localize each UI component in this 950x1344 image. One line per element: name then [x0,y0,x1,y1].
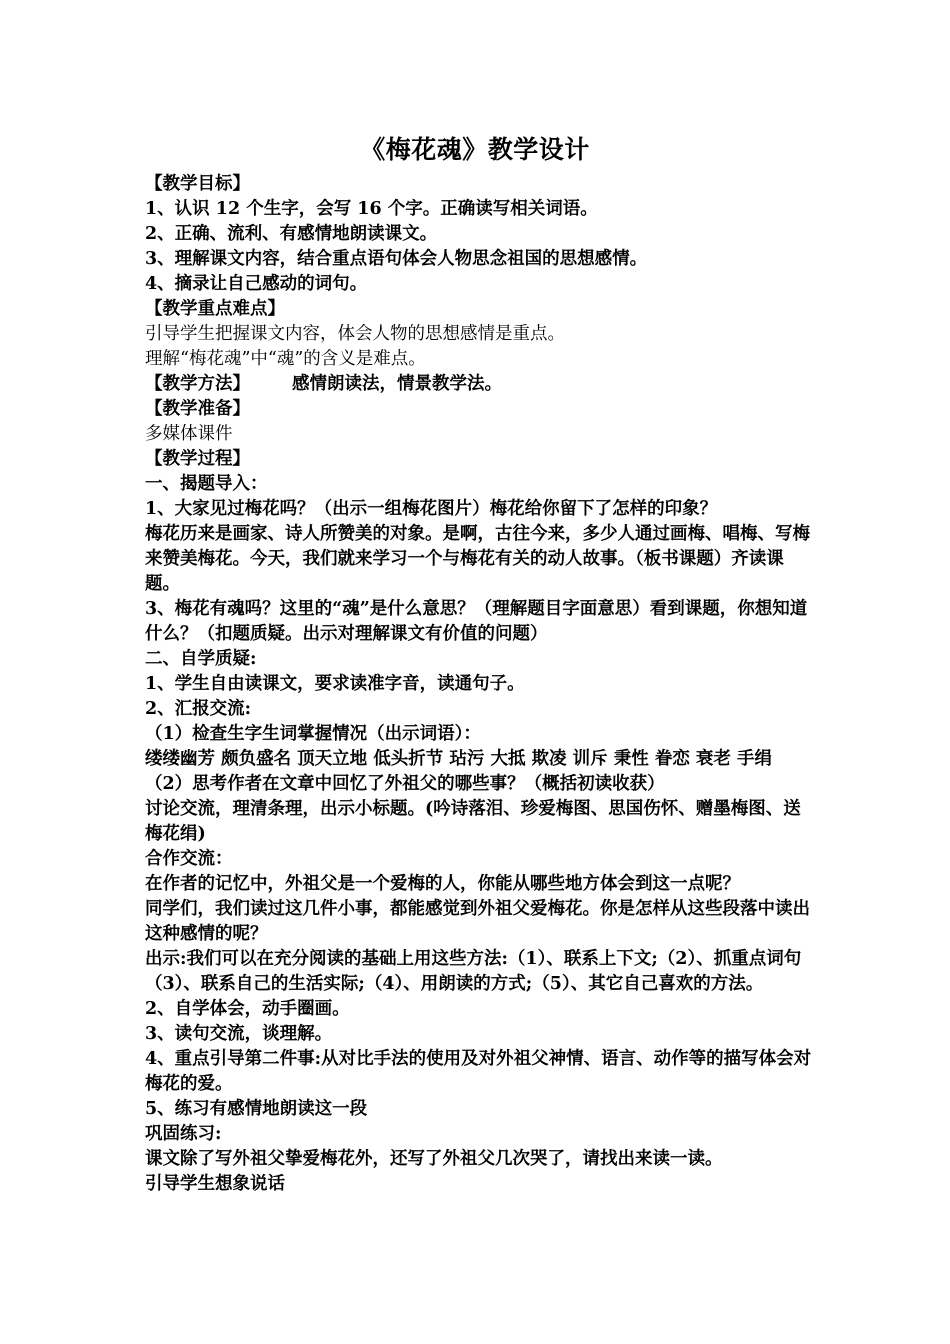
key-point-item: 理解“梅花魂”中“魂”的含义是难点。 [145,349,426,369]
section-heading-key-points: 【教学重点难点】 [145,299,285,319]
section-heading-preparation: 【教学准备】 [145,399,250,419]
section-heading-process: 【教学过程】 [145,449,250,469]
preparation-text: 多媒体课件 [145,424,233,444]
process-line: 引导学生想象说话 [145,1174,285,1194]
goal-item: 1、认识 12 个生字，会写 16 个字。正确读写相关词语。 [145,199,598,219]
process-line: 2、自学体会，动手圈画。 [145,999,350,1019]
process-line: 一、揭题导入： [145,474,268,494]
process-line: 课文除了写外祖父挚爱梅花外，还写了外祖父几次哭了，请找出来读一读。 [145,1149,723,1169]
process-line: 梅花历来是画家、诗人所赞美的对象。是啊，古往今来，多少人通过画梅、唱梅、写梅来赞美梅花。今天，我们就来学习一个与梅花有关的动人故事。（板书课题）齐读课题。 [145,524,810,594]
process-line: （2）思考作者在文章中回忆了外祖父的哪些事？（概括初读收获） [145,774,665,794]
process-line: 5、练习有感情地朗读这一段 [145,1099,368,1119]
method-line [145,372,815,397]
process-line: 巩固练习: [145,1124,222,1144]
section-heading-goals: 【教学目标】 [145,174,250,194]
process-line: 1、大家见过梅花吗？（出示一组梅花图片）梅花给你留下了怎样的印象？ [145,499,718,519]
process-line: 在作者的记忆中，外祖父是一个爱梅的人，你能从哪些地方体会到这一点呢？ [145,874,740,894]
process-line: 合作交流： [145,849,233,869]
document-body [145,172,815,1197]
vocabulary-list: 缕缕幽芳 颇负盛名 顶天立地 低头折节 玷污 大抵 欺凌 训斥 秉性 眷恋 衰老 手绢 [145,749,773,769]
process-line: 4、重点引导第二件事:从对比手法的使用及对外祖父神情、语言、动作等的描写体会对梅花的爱。 [145,1049,812,1094]
method-text: 感情朗读法，情景教学法。 [292,374,502,394]
goal-item: 3、理解课文内容，结合重点语句体会人物思念祖国的思想感情。 [145,249,648,269]
goal-item: 2、正确、流利、有感情地朗读课文。 [145,224,438,244]
process-line: 讨论交流，理清条理，出示小标题。(吟诗落泪、珍爱梅图、思国伤怀、赠墨梅图、送梅花绢) [145,799,801,844]
section-heading-method: 【教学方法】 [145,374,250,394]
process-line: 1、学生自由读课文，要求读准字音，读通句子。 [145,674,525,694]
key-point-item: 引导学生把握课文内容，体会人物的思想感情是重点。 [145,324,565,344]
process-line: 二、自学质疑: [145,649,257,669]
goal-item: 4、摘录让自己感动的词句。 [145,274,368,294]
process-line: 3、读句交流，谈理解。 [145,1024,333,1044]
process-line: 出示:我们可以在充分阅读的基础上用这些方法:（1）、联系上下文;（2）、抓重点词句（3）、联系自己的生活实际;（4）、用朗读的方式;（5）、其它自己喜欢的方法。 [145,949,802,994]
process-line: （1）检查生字生词掌握情况（出示词语）： [145,724,481,744]
document-title: 《梅花魂》教学设计 [360,135,590,164]
process-line: 同学们，我们读过这几件小事，都能感觉到外祖父爱梅花。你是怎样从这些段落中读出这种感情的呢？ [145,899,810,944]
process-line: 3、梅花有魂吗？这里的“魂”是什么意思？（理解题目字面意思）看到课题，你想知道什么？（扣题质疑。出示对理解课文有价值的问题） [145,599,808,644]
process-line: 2、汇报交流: [145,699,252,719]
